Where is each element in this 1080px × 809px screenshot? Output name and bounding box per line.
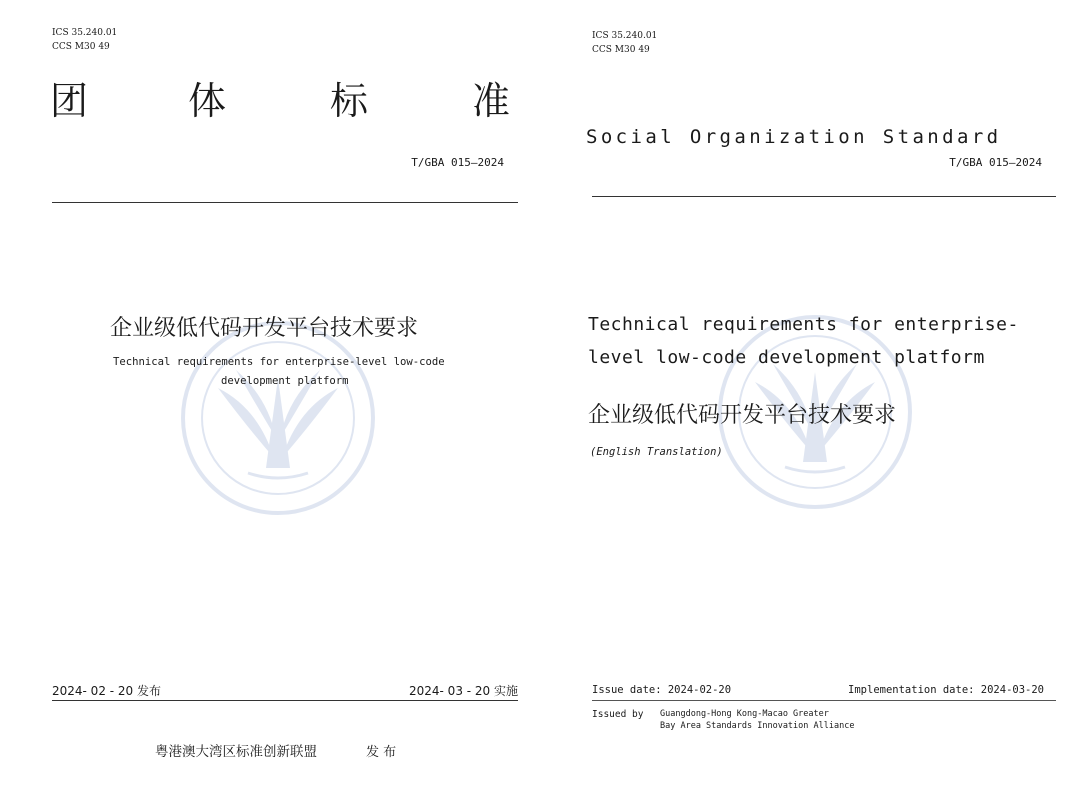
ccs-code: CCS M30 49	[592, 45, 650, 55]
heading-char-4: 准	[472, 79, 511, 123]
title-chinese: 企业级低代码开发平台技术要求	[110, 316, 419, 341]
bottom-rule	[592, 700, 1056, 701]
standard-code: T/GBA 015—2024	[949, 156, 1042, 169]
heading-char-1: 团	[50, 79, 89, 123]
issued-by-line-2: Bay Area Standards Innovation Alliance	[660, 721, 855, 731]
alliance-seal-icon	[178, 318, 378, 518]
standard-code: T/GBA 015—2024	[411, 156, 504, 169]
release-date: 2024- 02 - 20 发布	[52, 684, 161, 698]
standard-heading: Social Organization Standard	[586, 126, 1002, 148]
implement-date: 2024- 03 - 20 实施	[409, 684, 518, 698]
bottom-rule	[52, 700, 518, 701]
ccs-code: CCS M30 49	[52, 42, 110, 52]
title-english-line-2: level low-code development platform	[588, 347, 985, 368]
publish-word: 发 布	[366, 745, 397, 760]
issued-by-line-1: Guangdong-Hong Kong-Macao Greater	[660, 709, 829, 719]
title-english-line-1: Technical requirements for enterprise-level low-code	[113, 356, 445, 368]
ics-code: ICS 35.240.01	[592, 31, 658, 41]
publisher-name: 粤港澳大湾区标准创新联盟	[155, 744, 317, 760]
title-english-line-2: development platform	[221, 375, 349, 387]
heading-char-3: 标	[330, 79, 369, 123]
title-chinese: 企业级低代码开发平台技术要求	[588, 403, 897, 428]
translation-note: (English Translation)	[590, 446, 723, 458]
issue-date: Issue date: 2024-02-20	[592, 684, 732, 696]
cover-page-english	[540, 0, 1080, 809]
implementation-date: Implementation date: 2024-03-20	[848, 684, 1044, 696]
ics-code: ICS 35.240.01	[52, 28, 118, 38]
title-english-line-1: Technical requirements for enterprise-	[588, 314, 1019, 335]
top-rule	[592, 196, 1056, 197]
issued-by-label: Issued by	[592, 709, 644, 720]
top-rule	[52, 202, 518, 203]
heading-char-2: 体	[188, 79, 227, 123]
